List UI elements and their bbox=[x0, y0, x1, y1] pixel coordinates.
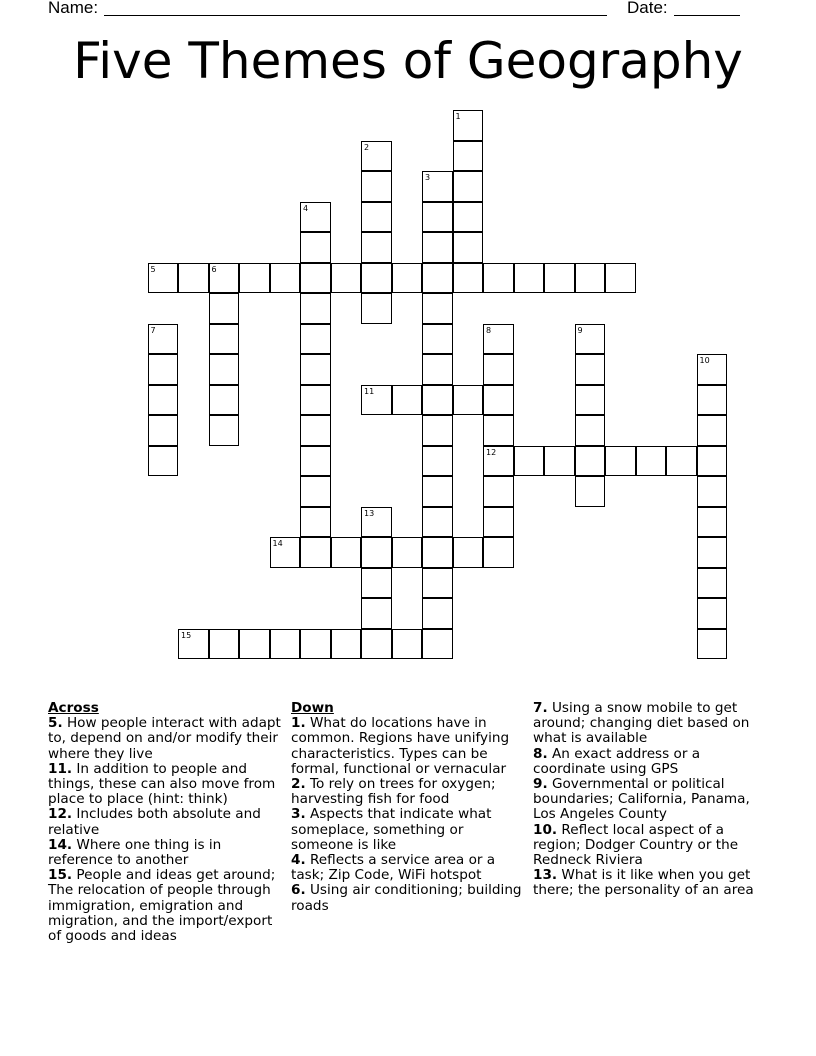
grid-cell[interactable] bbox=[392, 629, 423, 660]
grid-cell[interactable] bbox=[178, 263, 209, 294]
grid-cell[interactable] bbox=[331, 263, 362, 294]
grid-cell[interactable] bbox=[483, 415, 514, 446]
grid-cell[interactable] bbox=[666, 446, 697, 477]
clue-item-number: 6. bbox=[291, 882, 306, 899]
clue-item-text: Where one thing is in reference to another bbox=[48, 836, 222, 869]
grid-cell[interactable] bbox=[483, 263, 514, 294]
grid-cell[interactable] bbox=[209, 629, 240, 660]
clue-item-text: In addition to people and things, these can also move from place to place (hint: think) bbox=[48, 760, 276, 808]
grid-cell[interactable] bbox=[361, 568, 392, 599]
down-heading: Down bbox=[291, 700, 334, 716]
clue-item bbox=[291, 716, 523, 777]
clue-number: 2 bbox=[364, 142, 370, 152]
grid-cell[interactable] bbox=[361, 171, 392, 202]
grid-cell[interactable] bbox=[300, 537, 331, 568]
clue-item-text: Reflects a service area or a task; Zip Code, WiFi hotspot bbox=[291, 852, 496, 884]
grid-cell[interactable] bbox=[209, 415, 240, 446]
grid-cell[interactable] bbox=[361, 598, 392, 629]
grid-cell[interactable] bbox=[209, 385, 240, 416]
grid-cell[interactable] bbox=[453, 141, 484, 172]
clue-item bbox=[48, 838, 284, 868]
grid-cell[interactable] bbox=[270, 537, 301, 568]
clue-number: 4 bbox=[303, 203, 309, 213]
grid-cell[interactable] bbox=[392, 385, 423, 416]
grid-cell[interactable] bbox=[697, 385, 728, 416]
clue-item-number: 7. bbox=[533, 700, 548, 716]
grid-cell[interactable] bbox=[575, 476, 606, 507]
grid-cell[interactable] bbox=[331, 629, 362, 660]
grid-cell[interactable] bbox=[514, 263, 545, 294]
grid-cell[interactable] bbox=[453, 202, 484, 233]
grid-cell[interactable] bbox=[239, 263, 270, 294]
clue-item-text: An exact address or a coordinate using GPS bbox=[533, 745, 701, 777]
down-clue-list-continued bbox=[533, 701, 769, 899]
grid-cell[interactable] bbox=[209, 354, 240, 385]
grid-cell[interactable] bbox=[453, 110, 484, 141]
across-heading: Across bbox=[48, 700, 99, 716]
clue-item-text: Includes both absolute and relative bbox=[48, 806, 261, 838]
grid-cell[interactable] bbox=[361, 507, 392, 538]
clue-item bbox=[533, 868, 769, 898]
grid-cell[interactable] bbox=[300, 202, 331, 233]
clue-item bbox=[533, 777, 769, 823]
grid-cell[interactable] bbox=[697, 537, 728, 568]
grid-cell[interactable] bbox=[209, 263, 240, 294]
clue-item bbox=[48, 868, 284, 944]
down-clue-list bbox=[291, 716, 523, 914]
grid-cell[interactable] bbox=[422, 598, 453, 629]
grid-cell[interactable] bbox=[422, 446, 453, 477]
across-clue-list bbox=[48, 716, 284, 944]
grid-cell[interactable] bbox=[300, 476, 331, 507]
clue-item-number: 2. bbox=[291, 776, 306, 793]
grid-cell[interactable] bbox=[483, 324, 514, 355]
grid-cell[interactable] bbox=[300, 354, 331, 385]
grid-cell[interactable] bbox=[178, 629, 209, 660]
grid-cell[interactable] bbox=[422, 537, 453, 568]
clue-number: 13 bbox=[364, 508, 375, 518]
grid-cell[interactable] bbox=[697, 598, 728, 629]
clue-number: 5 bbox=[150, 264, 156, 274]
grid-cell[interactable] bbox=[270, 629, 301, 660]
clue-item-text: Governmental or political boundaries; California, Panama, Los Angeles County bbox=[533, 776, 750, 823]
clue-number: 7 bbox=[150, 325, 156, 335]
grid-cell[interactable] bbox=[361, 202, 392, 233]
clue-item bbox=[533, 823, 769, 869]
clue-item-text: Aspects that indicate what someplace, something or someone is like bbox=[291, 806, 492, 853]
grid-cell[interactable] bbox=[697, 507, 728, 538]
grid-cell[interactable] bbox=[483, 537, 514, 568]
clue-item bbox=[48, 762, 284, 808]
clue-item-number: 13. bbox=[533, 867, 558, 884]
clue-number: 1 bbox=[455, 112, 461, 121]
grid-cell[interactable] bbox=[453, 263, 484, 294]
clue-item-number: 12. bbox=[48, 806, 73, 823]
clues-column-3 bbox=[533, 701, 769, 899]
grid-cell[interactable] bbox=[422, 202, 453, 233]
grid-cell[interactable] bbox=[636, 446, 667, 477]
grid-cell[interactable] bbox=[575, 324, 606, 355]
clue-number: 15 bbox=[181, 630, 192, 640]
grid-cell[interactable] bbox=[392, 537, 423, 568]
clue-number: 12 bbox=[486, 447, 497, 457]
grid-cell[interactable] bbox=[422, 507, 453, 538]
clue-item-number: 8. bbox=[533, 745, 548, 762]
grid-cell[interactable] bbox=[544, 446, 575, 477]
clue-number: 11 bbox=[364, 386, 375, 396]
grid-cell[interactable] bbox=[514, 446, 545, 477]
grid-cell[interactable] bbox=[453, 232, 484, 263]
clue-number: 3 bbox=[425, 173, 431, 182]
clue-item bbox=[533, 701, 769, 747]
grid-cell[interactable] bbox=[575, 354, 606, 385]
clue-item-number: 11. bbox=[48, 760, 73, 777]
clue-item-text: People and ideas get around; The relocation of people through immigration, emigration and migration, and the import/export of goods and ideas bbox=[48, 867, 276, 945]
clue-item bbox=[48, 716, 284, 762]
clue-item-number: 1. bbox=[291, 715, 306, 732]
grid-cell[interactable] bbox=[148, 324, 179, 355]
clue-number: 9 bbox=[577, 325, 583, 335]
grid-cell[interactable] bbox=[300, 415, 331, 446]
grid-cell[interactable] bbox=[422, 354, 453, 385]
clue-item-number: 5. bbox=[48, 715, 63, 732]
clue-item-text: Using a snow mobile to get around; changing diet based on what is available bbox=[533, 700, 750, 747]
clue-item-text: Reflect local aspect of a region; Dodger Country or the Redneck Riviera bbox=[533, 821, 739, 869]
grid-cell[interactable] bbox=[697, 629, 728, 660]
clue-number: 10 bbox=[699, 356, 710, 365]
clue-item-text: How people interact with adapt to, depend on and/or modify their where they live bbox=[48, 715, 281, 762]
clue-item-number: 9. bbox=[533, 776, 548, 793]
grid-cell[interactable] bbox=[544, 263, 575, 294]
grid-cell[interactable] bbox=[483, 476, 514, 507]
grid-cell[interactable] bbox=[422, 171, 453, 202]
grid-cell[interactable] bbox=[422, 324, 453, 355]
grid-cell[interactable] bbox=[331, 537, 362, 568]
grid-cell[interactable] bbox=[300, 507, 331, 538]
clue-item-number: 14. bbox=[48, 836, 73, 853]
grid-cell[interactable] bbox=[422, 476, 453, 507]
grid-cell[interactable] bbox=[575, 385, 606, 416]
clue-number: 8 bbox=[486, 325, 492, 335]
grid-cell[interactable] bbox=[361, 629, 392, 660]
grid-cell[interactable] bbox=[148, 385, 179, 416]
grid-cell[interactable] bbox=[697, 446, 728, 477]
grid-cell[interactable] bbox=[697, 415, 728, 446]
page-title: Five Themes of Geography bbox=[73, 32, 743, 90]
clue-item-number: 15. bbox=[48, 867, 73, 884]
clue-item-text: What do locations have in common. Regions have unifying characteristics. Types can be formal, functional or vernacular bbox=[291, 715, 510, 777]
grid-cell[interactable] bbox=[483, 446, 514, 477]
grid-cell[interactable] bbox=[361, 263, 392, 294]
grid-cell[interactable] bbox=[239, 629, 270, 660]
clue-item bbox=[291, 883, 523, 913]
grid-cell[interactable] bbox=[300, 324, 331, 355]
grid-cell[interactable] bbox=[483, 507, 514, 538]
grid-cell[interactable] bbox=[483, 354, 514, 385]
clue-item bbox=[291, 777, 523, 807]
grid-cell[interactable] bbox=[148, 263, 179, 294]
grid-cell[interactable] bbox=[361, 232, 392, 263]
clue-item-text: To rely on trees for oxygen; harvesting fish for food bbox=[291, 776, 496, 808]
clues-column-2 bbox=[291, 701, 523, 914]
grid-cell[interactable] bbox=[422, 385, 453, 416]
grid-cell[interactable] bbox=[392, 263, 423, 294]
grid-cell[interactable] bbox=[483, 385, 514, 416]
grid-cell[interactable] bbox=[209, 293, 240, 324]
clue-item-text: What is it like when you get there; the personality of an area bbox=[533, 867, 754, 899]
grid-cell[interactable] bbox=[361, 293, 392, 324]
grid-cell[interactable] bbox=[361, 141, 392, 172]
grid-cell[interactable] bbox=[422, 415, 453, 446]
grid-cell[interactable] bbox=[575, 446, 606, 477]
clue-item-number: 4. bbox=[291, 852, 306, 869]
grid-cell[interactable] bbox=[148, 415, 179, 446]
date-label: Date: bbox=[627, 0, 668, 17]
grid-cell[interactable] bbox=[361, 537, 392, 568]
clue-item-number: 10. bbox=[533, 821, 558, 838]
grid-cell[interactable] bbox=[605, 263, 636, 294]
grid-cell[interactable] bbox=[300, 385, 331, 416]
grid-cell[interactable] bbox=[697, 476, 728, 507]
clue-item-number: 3. bbox=[291, 806, 306, 823]
grid-cell[interactable] bbox=[422, 263, 453, 294]
clue-item-text: Using air conditioning; building roads bbox=[291, 882, 522, 914]
grid-cell[interactable] bbox=[605, 446, 636, 477]
clue-number: 14 bbox=[272, 539, 283, 548]
grid-cell[interactable] bbox=[422, 293, 453, 324]
grid-cell[interactable] bbox=[300, 293, 331, 324]
grid-cell[interactable] bbox=[453, 385, 484, 416]
clues-column-1 bbox=[48, 701, 284, 944]
clue-item bbox=[48, 807, 284, 837]
clue-item bbox=[291, 853, 523, 883]
grid-cell[interactable] bbox=[575, 263, 606, 294]
grid-cell[interactable] bbox=[300, 232, 331, 263]
grid-cell[interactable] bbox=[453, 171, 484, 202]
grid-cell[interactable] bbox=[148, 446, 179, 477]
grid-cell[interactable] bbox=[209, 324, 240, 355]
grid-cell[interactable] bbox=[697, 568, 728, 599]
grid-cell[interactable] bbox=[697, 354, 728, 385]
grid-cell[interactable] bbox=[300, 446, 331, 477]
grid-cell[interactable] bbox=[422, 232, 453, 263]
grid-cell[interactable] bbox=[575, 415, 606, 446]
grid-cell[interactable] bbox=[300, 629, 331, 660]
clue-number: 6 bbox=[211, 264, 217, 274]
grid-cell[interactable] bbox=[270, 263, 301, 294]
grid-cell[interactable] bbox=[148, 354, 179, 385]
clue-item bbox=[533, 747, 769, 777]
grid-cell[interactable] bbox=[300, 263, 331, 294]
clue-item bbox=[291, 807, 523, 853]
name-label: Name: bbox=[48, 0, 99, 17]
grid-cell[interactable] bbox=[453, 537, 484, 568]
grid-cell[interactable] bbox=[361, 385, 392, 416]
grid-cell[interactable] bbox=[422, 568, 453, 599]
grid-cell[interactable] bbox=[422, 629, 453, 660]
